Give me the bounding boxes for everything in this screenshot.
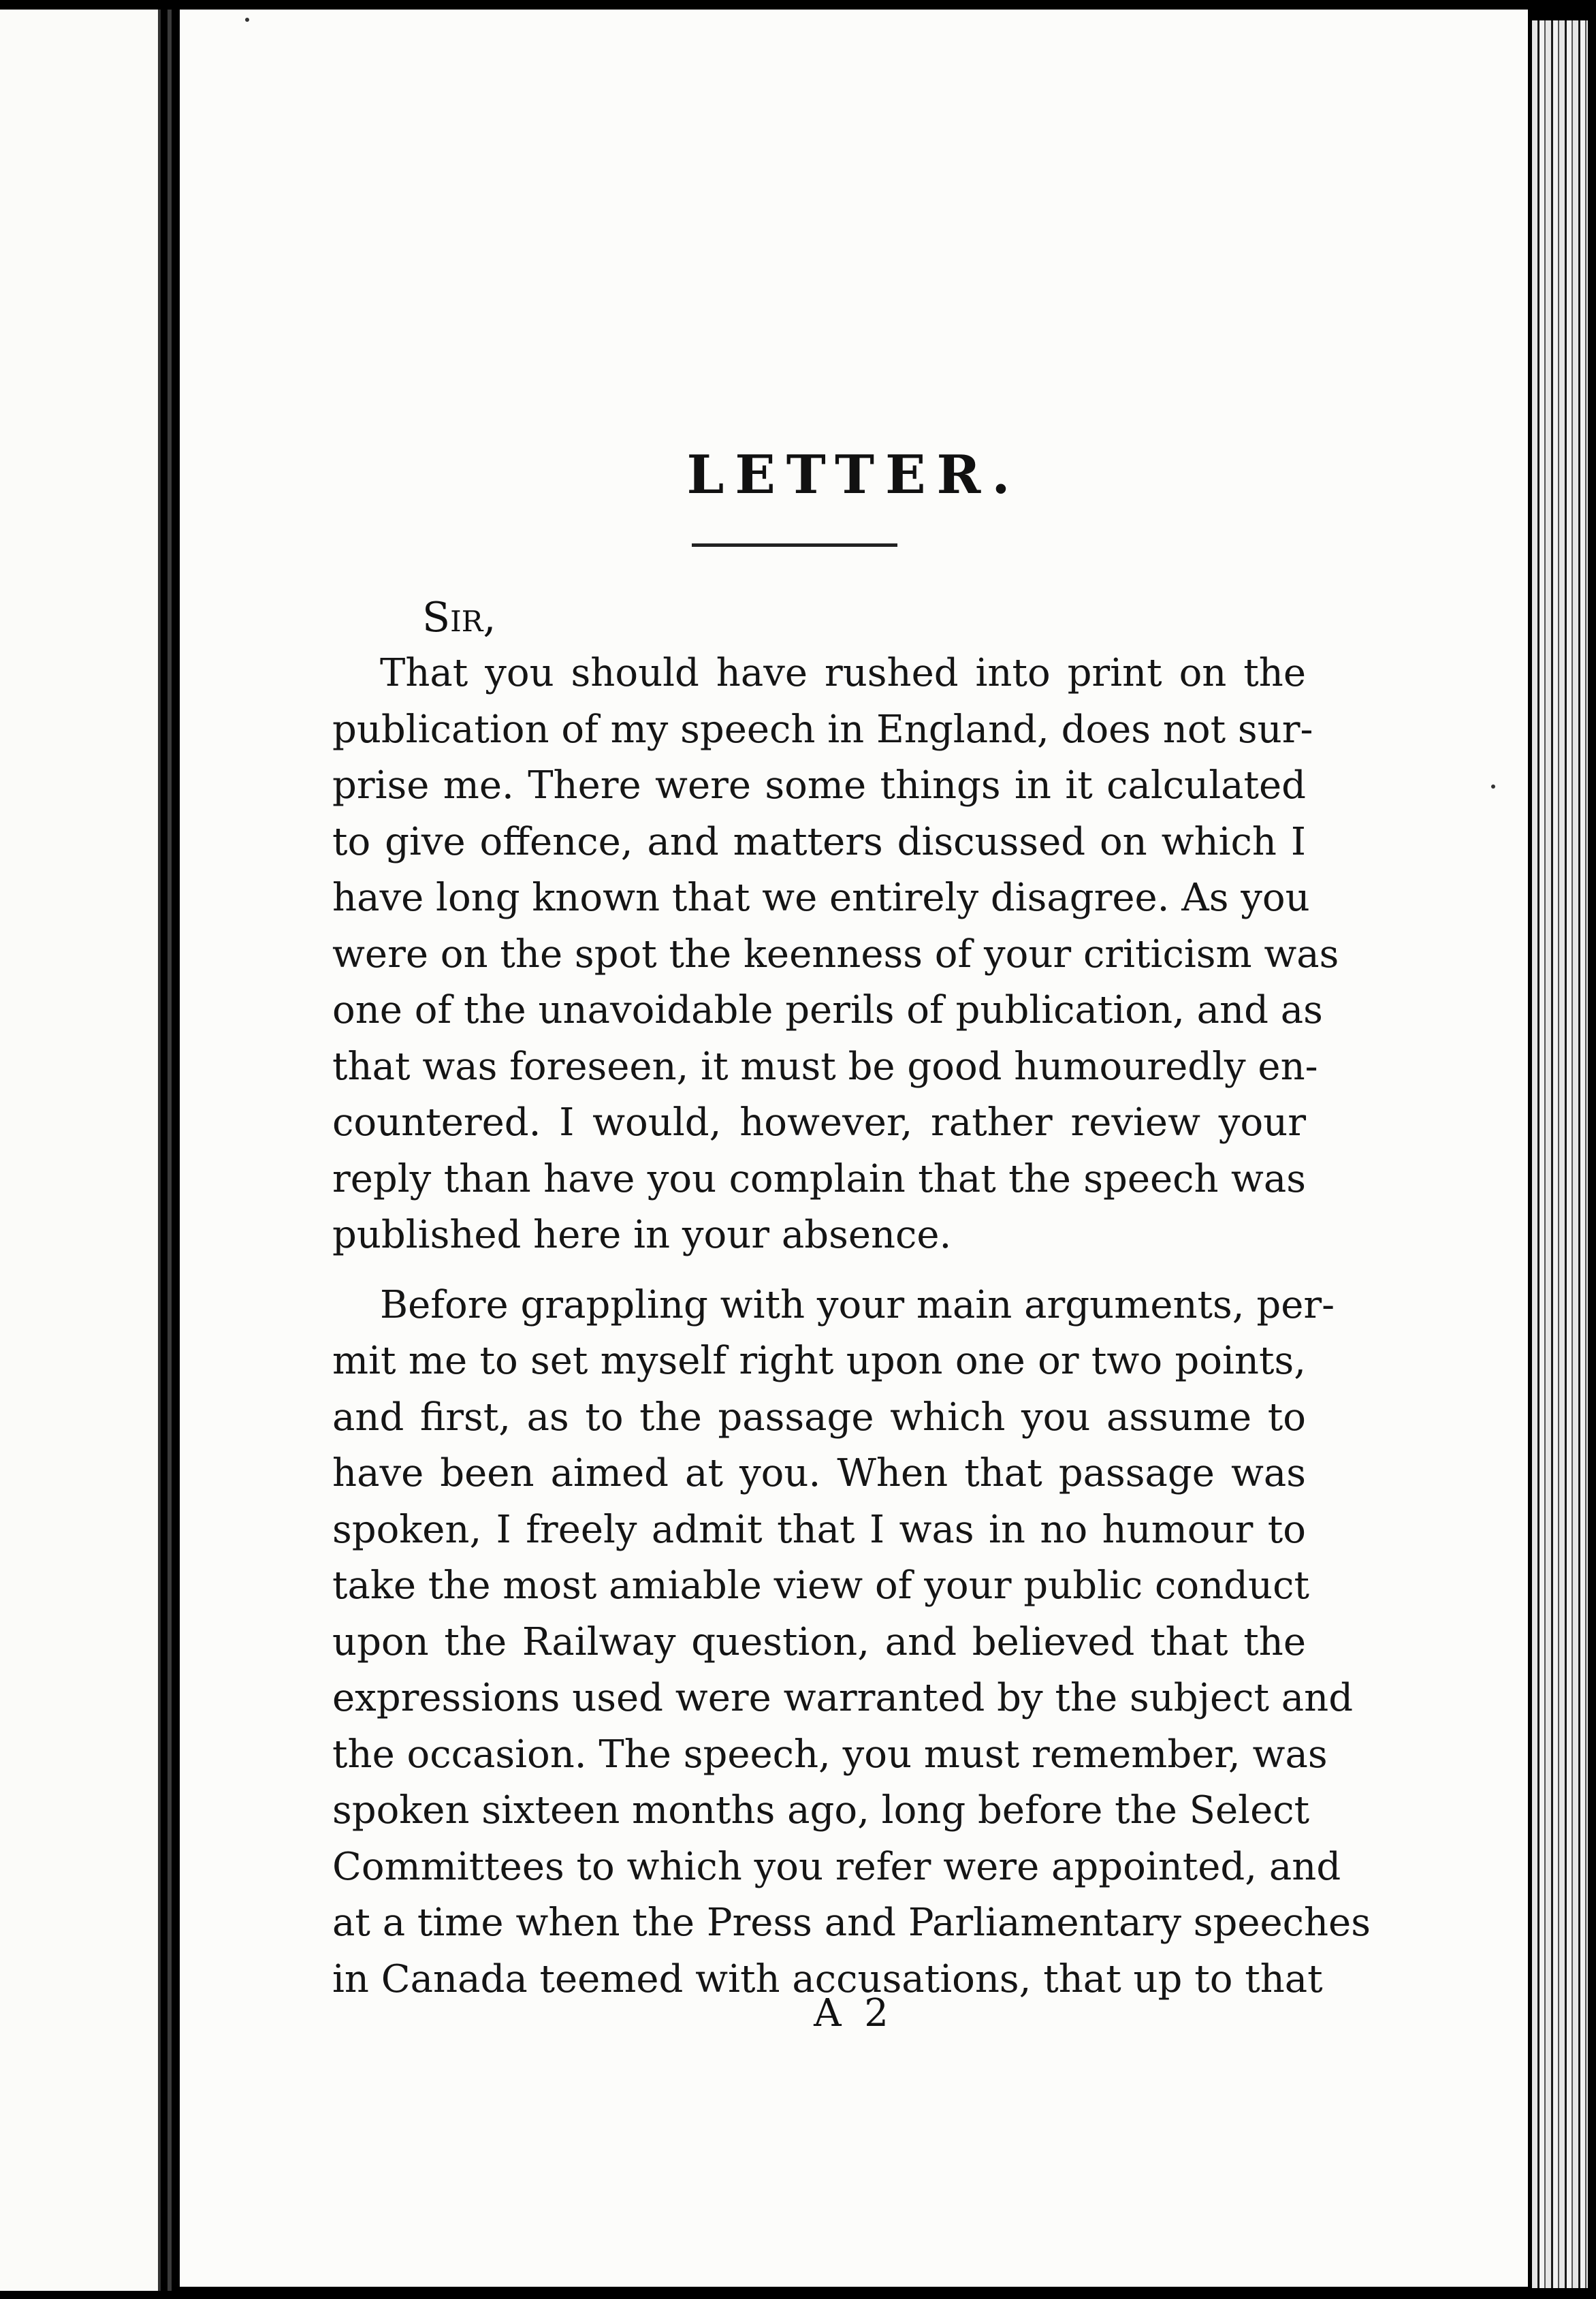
text-line: one of the unavoidable perils of publication, and as (332, 988, 1323, 1032)
letter-body (332, 646, 1371, 2008)
text-line: at a time when the Press and Parliamentary speeches (332, 1901, 1371, 1945)
facing-page-edge (0, 10, 161, 2291)
page-edges (1532, 20, 1588, 2288)
text-line: countered. I would, however, rather review your (332, 1100, 1306, 1145)
speck (1491, 784, 1495, 789)
text-line: Committees to which you refer were appointed, and (332, 1844, 1341, 1889)
text-line: have long known that we entirely disagree. As you (332, 876, 1310, 920)
text-line: that was foreseen, it must be good humouredly en- (332, 1044, 1318, 1089)
salutation: Sir, (422, 594, 496, 641)
speck (245, 18, 249, 22)
text-line: prise me. There were some things in it calculated (332, 763, 1306, 808)
text-line: That you should have rushed into print on the (380, 651, 1306, 695)
text-line: to give offence, and matters discussed on which I (332, 819, 1306, 864)
text-line: have been aimed at you. When that passage was (332, 1451, 1306, 1495)
text-line: expressions used were warranted by the subject and (332, 1676, 1354, 1720)
text-line: spoken, I freely admit that I was in no humour to (332, 1507, 1306, 1552)
signature-mark: A 2 (814, 1991, 894, 2035)
text-line: upon the Railway question, and believed that the (332, 1619, 1306, 1664)
text-line: were on the spot the keenness of your criticism was (332, 932, 1339, 977)
title-rule (692, 543, 897, 547)
text-line: and first, as to the passage which you assume to (332, 1395, 1306, 1440)
text-line: publication of my speech in England, does not sur- (332, 707, 1313, 752)
page-title: LETTER. (686, 444, 1021, 506)
text-line: the occasion. The speech, you must remember, was (332, 1732, 1328, 1777)
text-line: published here in your absence. (332, 1213, 952, 1257)
text-line: take the most amiable view of your public conduct (332, 1564, 1309, 1608)
text-line: spoken sixteen months ago, long before the Select (332, 1788, 1310, 1833)
text-line: reply than have you complain that the speech was (332, 1156, 1306, 1201)
text-line: mit me to set myself right upon one or two points, (332, 1339, 1306, 1383)
gutter-line (167, 10, 172, 2291)
text-line: in Canada teemed with accusations, that up to that (332, 1956, 1323, 2001)
text-line: Before grappling with your main arguments, per- (380, 1282, 1335, 1327)
